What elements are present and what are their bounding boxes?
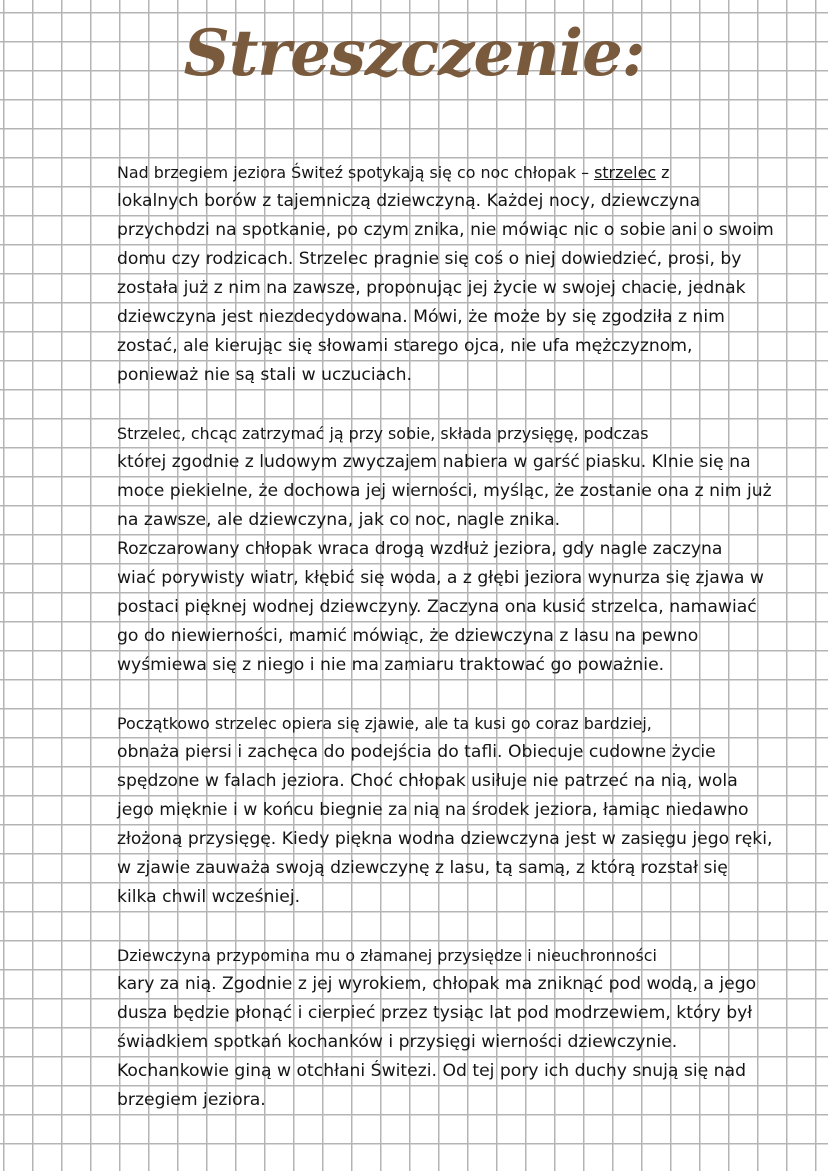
paragraph-2 bbox=[61, 419, 793, 680]
text-line: wyśmiewa się z niego i nie ma zamiaru traktować go poważnie. bbox=[117, 655, 665, 675]
text-line: Strzelec, chcąc zatrzymać ją przy sobie, składa przysięgę, podczas bbox=[117, 424, 649, 443]
text-line: kary za nią. Zgodnie z jej wyrokiem, chłopak ma zniknąć pod wodą, a jego bbox=[117, 974, 757, 994]
text-line: jego mięknie i w końcu biegnie za nią na środek jeziora, łamiąc niedawno bbox=[117, 800, 749, 820]
text-line: dusza będzie płonąć i cierpieć przez tysiąc lat pod modrzewiem, który był bbox=[117, 1003, 753, 1023]
text-line: Początkowo strzelec opiera się zjawie, ale ta kusi go coraz bardziej, bbox=[117, 714, 652, 733]
underlined-word: strzelec bbox=[594, 163, 657, 182]
text-line: spędzone w falach jeziora. Choć chłopak usiłuje nie patrzeć na nią, wola bbox=[117, 771, 738, 791]
text-line: dziewczyna jest niezdecydowana. Mówi, że może by się zgodziła z nim bbox=[117, 307, 725, 327]
text-line: zostać, ale kierując się słowami starego ojca, nie ufa mężczyznom, bbox=[117, 336, 693, 356]
text-line: moce piekielne, że dochowa jej wierności, myśląc, że zostanie ona z nim już bbox=[117, 481, 772, 501]
text-line: złożoną przysięgę. Kiedy piękna wodna dziewczyna jest w zasięgu jego ręki, bbox=[117, 829, 773, 849]
text-line: obnaża piersi i zachęca do podejścia do tafli. Obiecuje cudowne życie bbox=[117, 742, 716, 762]
text-line: Kochankowie giną w otchłani Świtezi. Od tej pory ich duchy snują się nad bbox=[117, 1061, 747, 1081]
text-line: Rozczarowany chłopak wraca drogą wzdłuż jeziora, gdy nagle zaczyna bbox=[117, 539, 723, 559]
text-line: Dziewczyna przypomina mu o złamanej przysiędze i nieuchronności bbox=[117, 946, 657, 965]
paragraph-1 bbox=[61, 158, 793, 390]
text-line: wiać porywisty wiatr, kłębić się woda, a z głębi jeziora wynurza się zjawa w bbox=[117, 568, 764, 588]
text-line: na zawsze, ale dziewczyna, jak co noc, nagle znika. bbox=[117, 510, 561, 530]
text-line: postaci pięknej wodnej dziewczyny. Zaczyna ona kusić strzelca, namawiać bbox=[117, 597, 757, 617]
text-line: go do niewierności, mamić mówiąc, że dziewczyna z lasu na pewno bbox=[117, 626, 699, 646]
paragraph-3 bbox=[61, 709, 793, 912]
text-line: brzegiem jeziora. bbox=[117, 1090, 266, 1110]
page-title: Streszczenie: bbox=[183, 16, 645, 91]
text-line: w zjawie zauważa swoją dziewczynę z lasu, tą samą, z którą rozstał się bbox=[117, 858, 728, 878]
text-line: lokalnych borów z tajemniczą dziewczyną. Każdej nocy, dziewczyna bbox=[117, 191, 701, 211]
text-line: świadkiem spotkań kochanków i przysięgi wierności dziewczynie. bbox=[117, 1032, 678, 1052]
text-line: domu czy rodzicach. Strzelec pragnie się coś o niej dowiedzieć, prosi, by bbox=[117, 249, 742, 269]
paragraph-4 bbox=[61, 941, 793, 1115]
text-line: Nad brzegiem jeziora Świteź spotykają się co noc chłopak – strzelec z bbox=[117, 163, 670, 182]
text-line: przychodzi na spotkanie, po czym znika, nie mówiąc nic o sobie ani o swoim bbox=[117, 220, 774, 240]
text-line: kilka chwil wcześniej. bbox=[117, 887, 301, 907]
summary-text bbox=[61, 158, 793, 1115]
text-line: ponieważ nie są stali w uczuciach. bbox=[117, 365, 412, 385]
text-line: której zgodnie z ludowym zwyczajem nabiera w garść piasku. Klnie się na bbox=[117, 452, 751, 472]
text-line: została już z nim na zawsze, proponując jej życie w swojej chacie, jednak bbox=[117, 278, 746, 298]
